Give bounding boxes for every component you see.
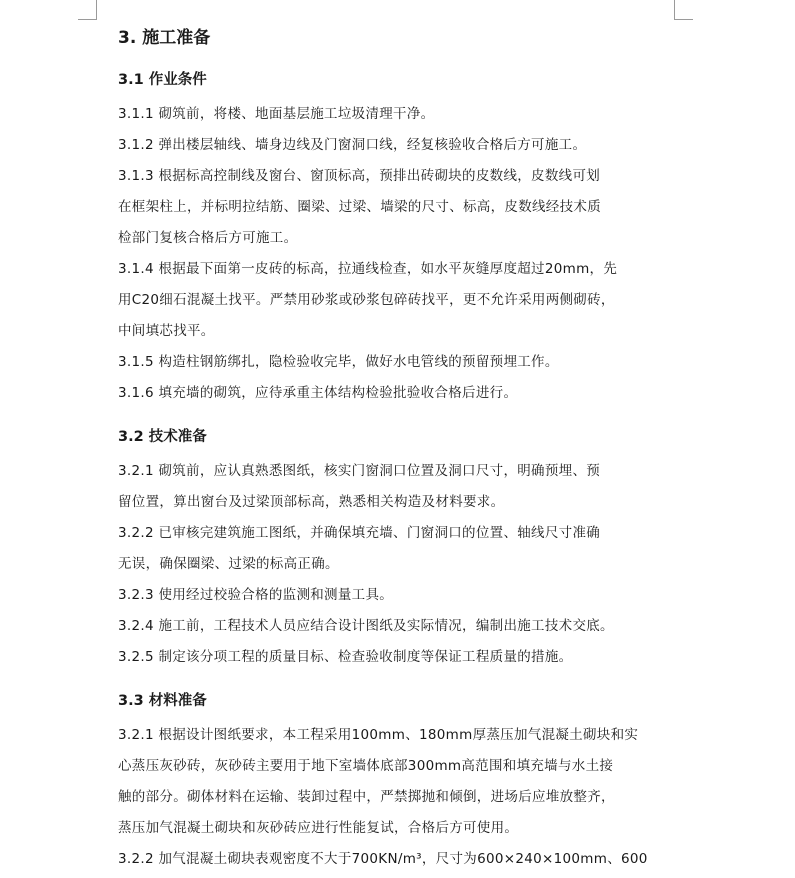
paragraph-line: 蒸压加气混凝土砌块和灰砂砖应进行性能复试，合格后方可使用。: [118, 820, 519, 836]
paragraph-line: 3.1.3 根据标高控制线及窗台、窗顶标高，预排出砖砌块的皮数线，皮数线可划: [118, 168, 601, 184]
clause-paragraph: [118, 642, 678, 673]
paragraph-line: 中间填芯找平。: [118, 323, 215, 339]
clause-paragraph: [118, 611, 678, 642]
subsection-heading: 3.2 技术准备: [118, 429, 207, 445]
subsection-heading: 3.3 材料准备: [118, 693, 207, 709]
paragraph-line: 心蒸压灰砂砖，灰砂砖主要用于地下室墙体底部300mm高范围和填充墙与水土接: [118, 758, 614, 774]
paragraph-line: 3.2.1 砌筑前，应认真熟悉图纸，核实门窗洞口位置及洞口尺寸，明确预埋、预: [118, 463, 601, 479]
clause-paragraph: [118, 580, 678, 611]
clause-paragraph: [118, 456, 678, 518]
page-corner-mark-right: [674, 0, 675, 19]
clause-paragraph: [118, 347, 678, 378]
paragraph-line: 3.2.1 根据设计图纸要求，本工程采用100mm、180mm厚蒸压加气混凝土砌块和实: [118, 727, 639, 743]
subsection-heading: 3.1 作业条件: [118, 72, 207, 88]
paragraph-line: 触的部分。砌体材料在运输、装卸过程中，严禁掷抛和倾倒，进场后应堆放整齐，: [118, 789, 615, 805]
paragraph-line: 3.1.4 根据最下面第一皮砖的标高，拉通线检查，如水平灰缝厚度超过20mm，先: [118, 261, 618, 277]
paragraph-line: 3.1.1 砌筑前，将楼、地面基层施工垃圾清理干净。: [118, 106, 435, 122]
paragraph-line: 3.2.2 加气混凝土砌块表观密度不大于700KN/m³，尺寸为600×240×100mm、600: [118, 851, 648, 867]
paragraph-line: 3.1.5 构造柱钢筋绑扎，隐检验收完毕，做好水电管线的预留预埋工作。: [118, 354, 559, 370]
clause-paragraph: [118, 518, 678, 580]
paragraph-line: 3.2.3 使用经过校验合格的监测和测量工具。: [118, 587, 394, 603]
page-corner-mark-right: [674, 19, 693, 20]
page-corner-mark-left: [96, 0, 97, 19]
clause-paragraph: [118, 99, 678, 130]
paragraph-line: 3.1.2 弹出楼层轴线、墙身边线及门窗洞口线，经复核验收合格后方可施工。: [118, 137, 587, 153]
paragraph-line: 留位置，算出窗台及过梁顶部标高，熟悉相关构造及材料要求。: [118, 494, 505, 510]
clause-paragraph: [118, 254, 678, 347]
clause-paragraph: [118, 720, 678, 844]
page-corner-mark-left: [78, 19, 97, 20]
clause-paragraph: [118, 378, 678, 409]
paragraph-line: 检部门复核合格后方可施工。: [118, 230, 298, 246]
document-body: [118, 24, 678, 875]
paragraph-line: 3.2.4 施工前，工程技术人员应结合设计图纸及实际情况，编制出施工技术交底。: [118, 618, 614, 634]
section-title: 3. 施工准备: [118, 28, 211, 48]
paragraph-line: 无误，确保圈梁、过梁的标高正确。: [118, 556, 339, 572]
clause-paragraph: [118, 161, 678, 254]
paragraph-line: 3.2.5 制定该分项工程的质量目标、检查验收制度等保证工程质量的措施。: [118, 649, 573, 665]
paragraph-line: 用C20细石混凝土找平。严禁用砂浆或砂浆包碎砖找平，更不允许采用两侧砌砖，: [118, 292, 615, 308]
clause-paragraph: [118, 130, 678, 161]
paragraph-line: 3.1.6 填充墙的砌筑，应待承重主体结构检验批验收合格后进行。: [118, 385, 518, 401]
paragraph-line: 3.2.2 已审核完建筑施工图纸，并确保填充墙、门窗洞口的位置、轴线尺寸准确: [118, 525, 601, 541]
clause-paragraph: [118, 844, 678, 875]
paragraph-line: 在框架柱上，并标明拉结筋、圈梁、过梁、墙梁的尺寸、标高，皮数线经技术质: [118, 199, 601, 215]
